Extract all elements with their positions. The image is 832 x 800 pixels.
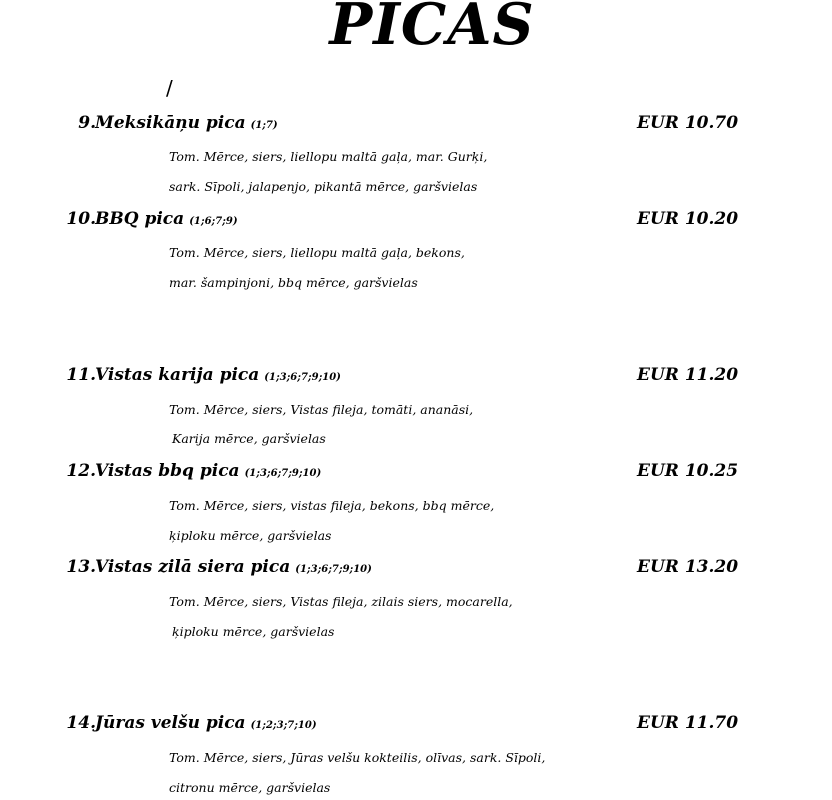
item-number: 12.	[66, 461, 96, 481]
item-description-line: citronu mērce, garšvielas	[169, 780, 331, 795]
item-price: EUR 13.20	[637, 557, 739, 577]
item-name: Meksikāņu pica (1;7)	[95, 113, 278, 133]
item-price: EUR 11.20	[637, 365, 739, 385]
item-allergen-codes: (1;6;7;9)	[189, 216, 238, 227]
item-number: 10.	[66, 209, 96, 229]
item-allergen-codes: (1;3;6;7;9;10)	[264, 372, 341, 383]
item-description-line: Tom. Mērce, siers, Vistas fileja, zilais siers, mocarella,	[169, 594, 513, 609]
item-description-line: Tom. Mērce, siers, Vistas fileja, tomāti, ananāsi,	[169, 402, 474, 417]
menu-item	[0, 711, 832, 735]
page-title: PICAS	[329, 0, 535, 58]
item-name: Vistas zilā siera pica (1;3;6;7;9;10)	[95, 557, 372, 577]
item-description-line: ķiploku mērce, garšvielas	[169, 528, 332, 543]
item-number: 14.	[66, 713, 96, 733]
item-number: 9.	[78, 113, 96, 133]
item-price: EUR 11.70	[637, 713, 739, 733]
menu-item	[0, 207, 832, 231]
item-name: Jūras velšu pica (1;2;3;7;10)	[95, 713, 317, 733]
item-allergen-codes: (1;2;3;7;10)	[250, 720, 317, 731]
item-price: EUR 10.25	[637, 461, 739, 481]
item-allergen-codes: (1;3;6;7;9;10)	[244, 468, 322, 479]
item-description-line: sark. Sīpoli, jalapenjo, pikantā mērce, garšvielas	[169, 179, 478, 194]
menu-item	[0, 111, 832, 135]
item-description-line: Karija mērce, garšvielas	[172, 431, 326, 446]
item-description-line: Tom. Mērce, siers, liellopu maltā gaļa, mar. Gurķi,	[169, 149, 488, 164]
item-description-line: Tom. Mērce, siers, liellopu maltā gaļa, bekons,	[169, 245, 465, 260]
item-allergen-codes: (1;7)	[250, 120, 278, 131]
menu-item	[0, 555, 832, 579]
item-description-line: Tom. Mērce, siers, Jūras velšu kokteilis, olīvas, sark. Sīpoli,	[169, 750, 546, 765]
item-price: EUR 10.70	[637, 113, 739, 133]
item-description-line: mar. šampinjoni, bbq mērce, garšvielas	[169, 275, 418, 290]
item-number: 13.	[66, 557, 96, 577]
item-description-line: Tom. Mērce, siers, vistas fileja, bekons, bbq mērce,	[169, 498, 495, 513]
item-allergen-codes: (1;3;6;7;9;10)	[295, 564, 372, 575]
item-price: EUR 10.20	[637, 209, 739, 229]
item-number: 11.	[66, 365, 96, 385]
menu-item	[0, 459, 832, 483]
slash-mark: /	[166, 76, 173, 100]
item-name: BBQ pica (1;6;7;9)	[95, 209, 238, 229]
item-name: Vistas karija pica (1;3;6;7;9;10)	[95, 365, 341, 385]
item-name: Vistas bbq pica (1;3;6;7;9;10)	[95, 461, 322, 481]
menu-item	[0, 363, 832, 387]
item-description-line: ķiploku mērce, garšvielas	[172, 624, 335, 639]
